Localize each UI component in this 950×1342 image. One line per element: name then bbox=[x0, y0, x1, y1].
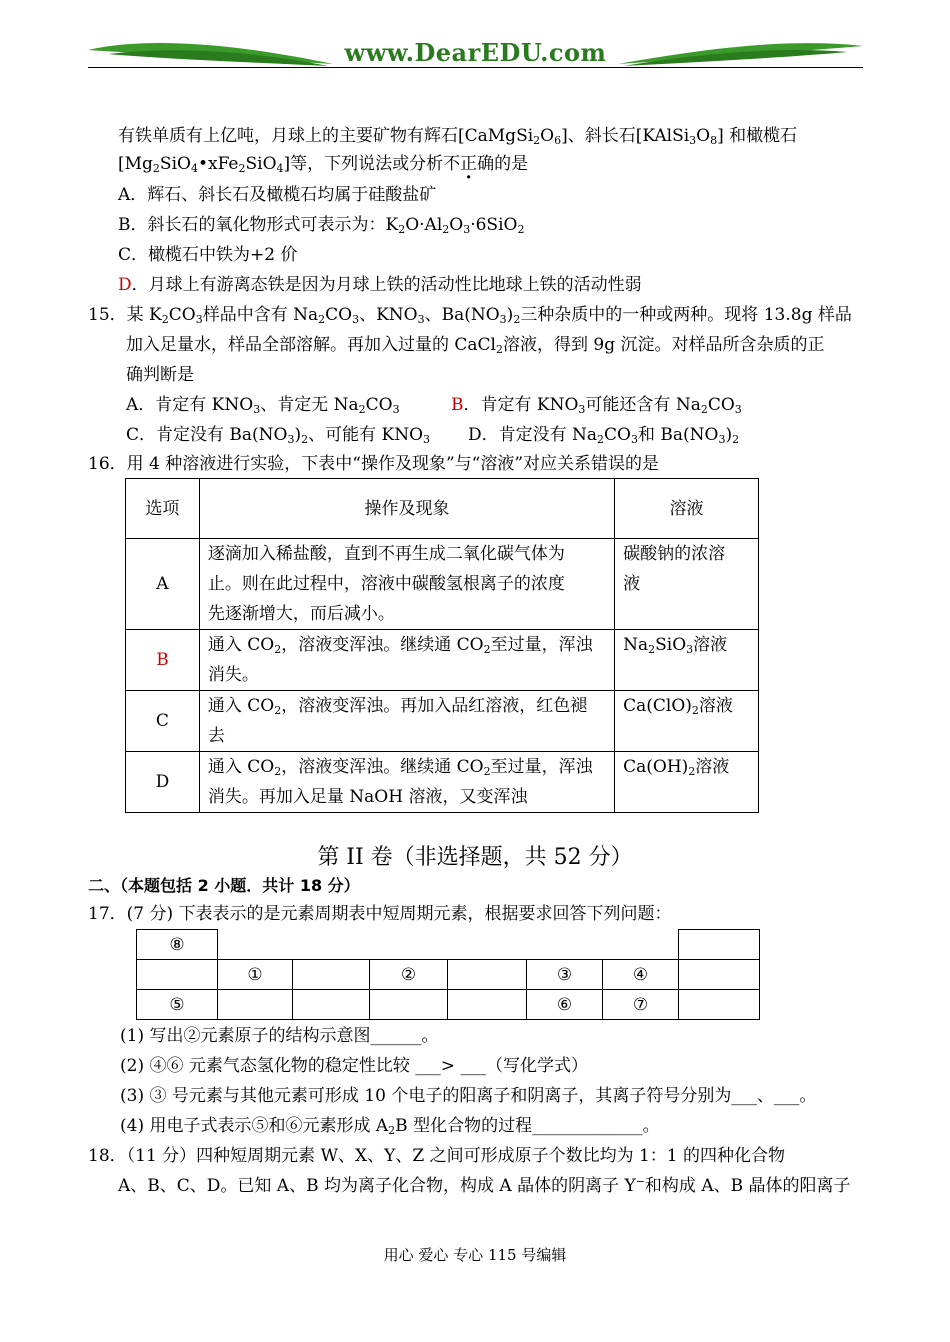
q18-line1: 18．（11 分）四种短周期元素 W、X、Y、Z 之间可形成原子个数比均为 1：1 的四种化合物 bbox=[88, 1146, 786, 1166]
site-title: www.DearEDU.com bbox=[344, 38, 607, 67]
page-footer: 用心 爱心 专心 115 号编辑 bbox=[383, 1246, 567, 1264]
q14-line2: $[Mg_2SiO_4•xFe_2SiO_4]$等，下列说法或分析不正确的是 bbox=[118, 154, 529, 175]
q17-part1: (1) 写出②元素原子的结构示意图______。 bbox=[120, 1026, 439, 1046]
periodic-table-grid bbox=[136, 929, 760, 1020]
section-title: 第 II 卷（非选择题，共 52 分） bbox=[317, 845, 633, 870]
q14-option-a: A．辉石、斜长石及橄榄石均属于硅酸盐矿 bbox=[118, 185, 437, 205]
q15-option-a: A．肯定有 $KNO_3$、肯定无 $Na_2CO_3$ bbox=[126, 395, 400, 416]
table-row: B 通入 $CO_2$，溶液变浑浊。继续通 $CO_2$至过量，浑浊 消失。 $Na_2SiO_3$溶液 bbox=[126, 630, 759, 691]
answer-mark: D bbox=[118, 275, 132, 295]
q16-stem: 16．用 4 种溶液进行实验，下表中“操作及现象”与“溶液”对应关系错误的是 bbox=[88, 454, 660, 474]
q14-option-c: C．橄榄石中铁为+2 价 bbox=[118, 245, 298, 265]
answer-mark: B bbox=[451, 395, 464, 415]
q18-line2: A、B、C、D。已知 A、B 均为离子化合物，构成 A 晶体的阴离子 Y−和构成 A、B 晶体的阳离子 bbox=[118, 1175, 851, 1196]
q15-line2: 加入足量水，样品全部溶解。再加入过量的 CaCl$_2$溶液，得到 9g 沉淀。对样品所含杂质的正 bbox=[126, 335, 825, 356]
q14-line1: 有铁单质有上亿吨，月球上的主要矿物有辉石$[CaMgSi_2O_6]$、斜长石$[KAlSi_3O_8]$ 和橄榄石 bbox=[118, 126, 798, 147]
q17-stem: 17．(7 分) 下表表示的是元素周期表中短周期元素，根据要求回答下列问题： bbox=[88, 904, 672, 924]
section-subtitle: 二、（本题包括 2 小题．共计 18 分） bbox=[88, 876, 360, 895]
table-row: ① ② ③ ④ bbox=[137, 960, 760, 990]
emphasis-dots: 不正确 bbox=[443, 154, 495, 174]
table-row: A 逐滴加入稀盐酸，直到不再生成二氧化碳气体为 止。则在此过程中，溶液中碳酸氢根离子的浓度 先逐渐增大，而后减小。 碳酸钠的浓溶 液 bbox=[126, 539, 759, 630]
q17-part2: (2) ④⑥ 元素气态氢化物的稳定性比较 ___> ___（写化学式） bbox=[120, 1056, 588, 1076]
table-row: ⑤ ⑥ ⑦ bbox=[137, 990, 760, 1020]
answer-mark: B bbox=[126, 630, 200, 691]
q14-option-b: B．斜长石的氧化物形式可表示为：$K_2O\cdot Al_2O_3\cdot 6SiO_2$ bbox=[118, 215, 525, 236]
header-rule bbox=[88, 67, 863, 68]
table-row: C 通入 $CO_2$，溶液变浑浊。再加入品红溶液，红色褪 去 $Ca(ClO)_2$溶液 bbox=[126, 691, 759, 752]
table-row: D 通入 $CO_2$，溶液变浑浊。继续通 $CO_2$至过量，浑浊 消失。再加入足量 NaOH 溶液，又变浑浊 $Ca(OH)_2$溶液 bbox=[126, 752, 759, 813]
q15-line1: 15．某 $K_2CO_3$样品中含有 $Na_2CO_3$、$KNO_3$、$Ba(NO_3)_2$三种杂质中的一种或两种。现将 13.8g 样品 bbox=[88, 305, 852, 326]
table-row: 选项 操作及现象 溶液 bbox=[126, 479, 759, 539]
table-row: ⑧ bbox=[137, 930, 760, 960]
q17-part3: (3) ③ 号元素与其他元素可形成 10 个电子的阳离子和阴离子，其离子符号分别为___、___。 bbox=[120, 1086, 817, 1106]
q15-option-b: B．肯定有 $KNO_3$可能还含有 $Na_2CO_3$ bbox=[451, 395, 742, 416]
q16-table bbox=[125, 478, 759, 813]
q14-option-d: D．月球上有游离态铁是因为月球上铁的活动性比地球上铁的活动性弱 bbox=[118, 275, 642, 295]
q17-part4: (4) 用电子式表示⑤和⑥元素形成 $A_2B$ 型化合物的过程_____________。 bbox=[120, 1116, 660, 1137]
q15-option-d: D．肯定没有 $Na_2CO_3$和 $Ba(NO_3)_2$ bbox=[468, 425, 740, 446]
q15-option-c: C．肯定没有 $Ba(NO_3)_2$、可能有 $KNO_3$ bbox=[126, 425, 431, 446]
q15-line3: 确判断是 bbox=[126, 365, 194, 385]
